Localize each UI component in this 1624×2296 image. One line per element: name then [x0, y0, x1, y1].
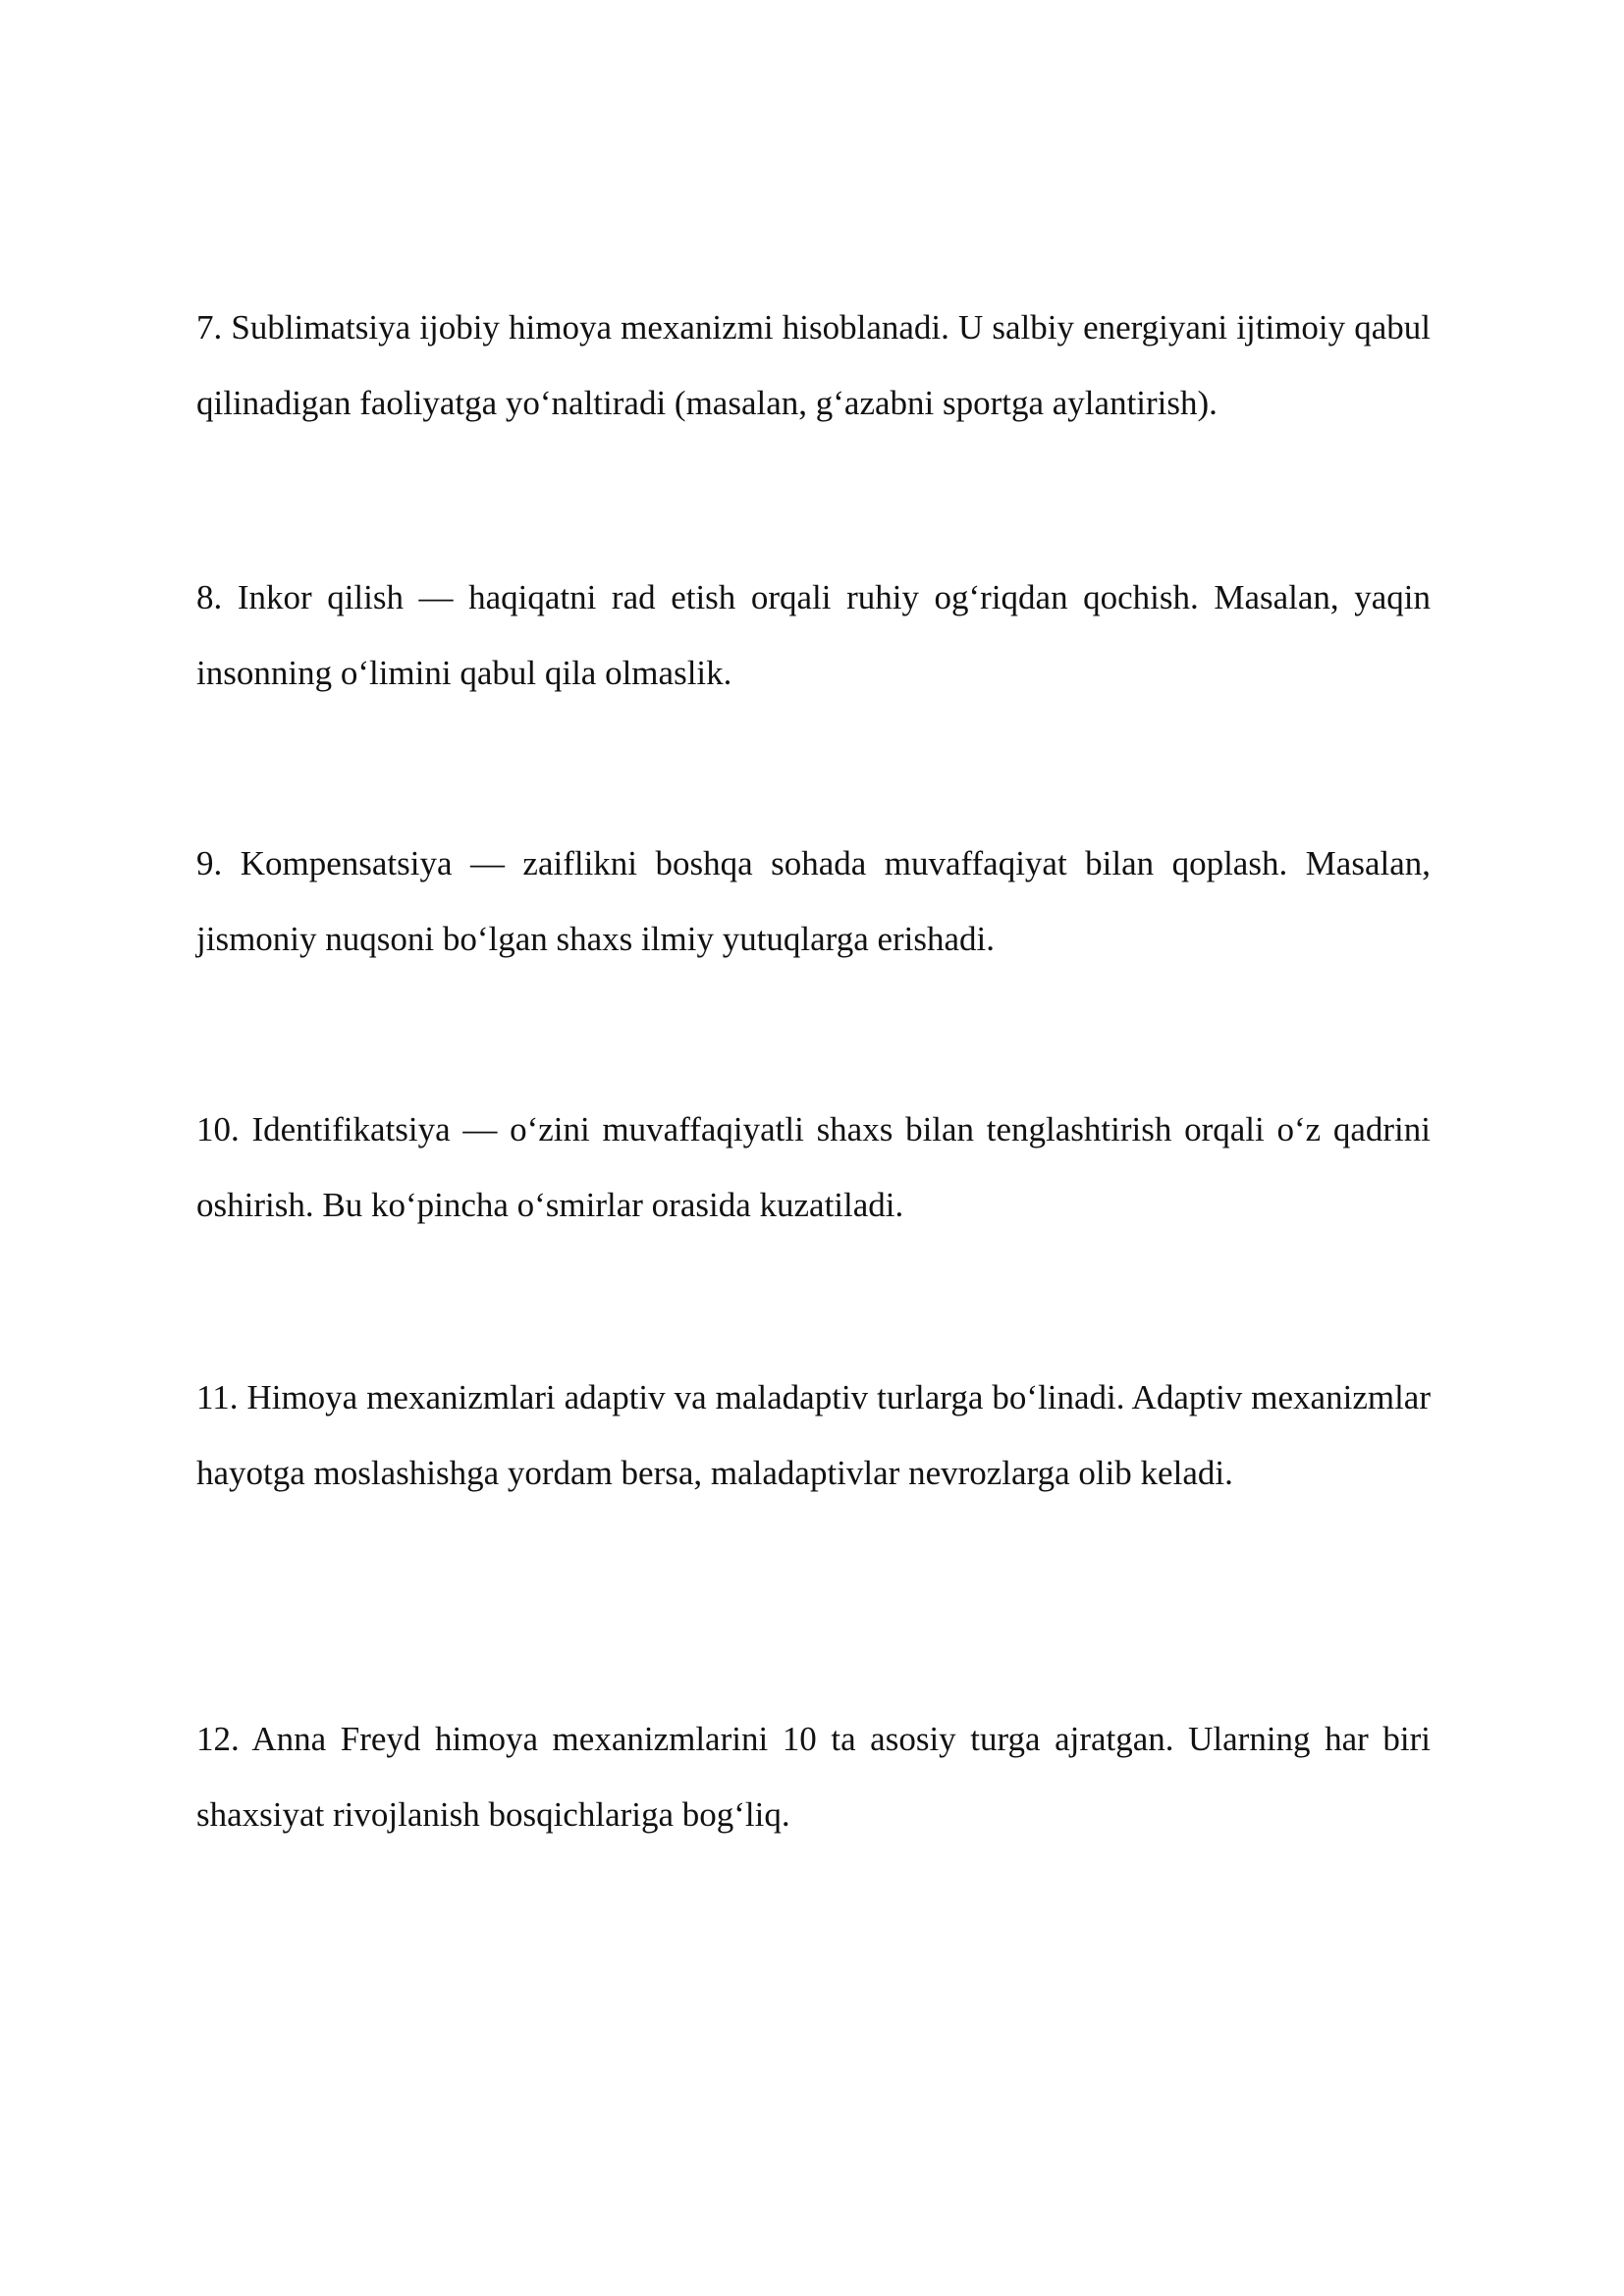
- paragraph-8: 8. Inkor qilish — haqiqatni rad etish orqali ruhiy og‘riqdan qochish. Masalan, yaqin insonning o‘limini qabul qila olmaslik.: [196, 578, 1431, 692]
- paragraph-11: 11. Himoya mexanizmlari adaptiv va maladaptiv turlarga bo‘linadi. Adaptiv mexanizmlar hayotga moslashishga yordam bersa, maladaptivlar nevrozlarga olib keladi.: [196, 1378, 1431, 1492]
- paragraph-7: 7. Sublimatsiya ijobiy himoya mexanizmi hisoblanadi. U salbiy energiyani ijtimoiy qabul qilinadigan faoliyatga yo‘naltiradi (masalan, g‘azabni sportga aylantirish).: [196, 308, 1431, 422]
- paragraph-9: 9. Kompensatsiya — zaiflikni boshqa sohada muvaffaqiyat bilan qoplash. Masalan, jismoniy nuqsoni bo‘lgan shaxs ilmiy yutuqlarga erishadi.: [196, 844, 1431, 958]
- paragraph-12: 12. Anna Freyd himoya mexanizmlarini 10 ta asosiy turga ajratgan. Ularning har biri shaxsiyat rivojlanish bosqichlariga bog‘liq.: [196, 1720, 1431, 1834]
- paragraph-10: 10. Identifikatsiya — o‘zini muvaffaqiyatli shaxs bilan tenglashtirish orqali o‘z qadrini oshirish. Bu ko‘pincha o‘smirlar orasida kuzatiladi.: [196, 1110, 1431, 1224]
